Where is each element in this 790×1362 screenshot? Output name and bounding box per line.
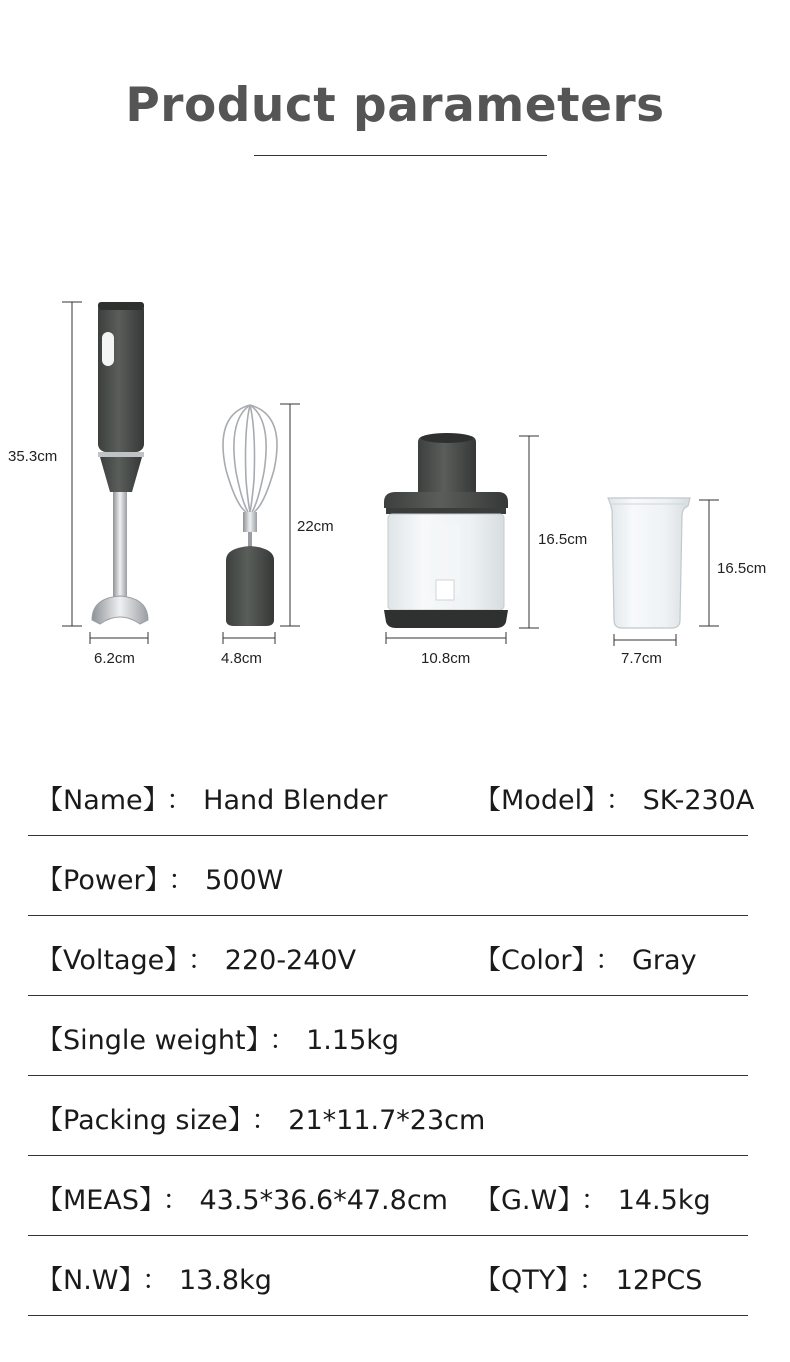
chopper-bowl [384,433,539,644]
chopper-width-label: 10.8cm [421,650,471,667]
spec-separator: ： [269,1025,297,1056]
spec-separator: ： [605,785,633,816]
spec-separator: ： [166,785,194,816]
blender-height-label: 35.3cm [8,448,58,465]
blender-width-label: 6.2cm [94,650,135,667]
spec-label: 【N.W】 [36,1265,132,1296]
spec-gross-weight [474,1178,711,1217]
spec-row [28,1076,748,1156]
spec-separator: ： [251,1105,279,1136]
spec-separator: ： [595,945,622,976]
spec-separator: ： [141,1265,169,1296]
spec-row [28,836,748,916]
spec-color [474,938,697,977]
spec-value: 43.5*36.6*47.8cm [199,1185,448,1216]
spec-net-weight [36,1258,272,1297]
spec-label: 【Color】 [474,945,585,976]
spec-power [36,858,283,897]
spec-label: 【Packing size】 [36,1105,242,1136]
spec-separator: ： [162,1185,190,1216]
whisk-height-label: 22cm [297,518,334,535]
spec-row [28,1156,748,1236]
spec-value: 12PCS [615,1265,703,1296]
chopper-height-label: 16.5cm [538,531,588,548]
whisk-width-label: 4.8cm [221,650,262,667]
beaker-width-label: 7.7cm [621,650,662,667]
spec-row [28,1236,748,1316]
spec-row [28,996,748,1076]
spec-label: 【MEAS】 [36,1185,153,1216]
spec-value: Gray [632,945,697,976]
title-underline [254,155,547,156]
spec-name [36,778,387,817]
spec-row [28,756,755,836]
spec-label: 【Model】 [474,785,596,816]
spec-voltage [36,938,356,977]
spec-value: 13.8kg [178,1265,272,1296]
spec-label: 【G.W】 [474,1185,571,1216]
spec-label: 【QTY】 [474,1265,569,1296]
spec-value: Hand Blender [203,785,388,816]
power-button [102,332,114,366]
spec-row [28,916,748,996]
whisk-attachment [223,404,300,644]
spec-label: 【Single weight】 [36,1025,260,1056]
spec-value: 21*11.7*23cm [288,1105,486,1136]
spec-value: 14.5kg [617,1185,711,1216]
spec-separator: ： [580,1185,608,1216]
spec-value: 500W [205,865,284,896]
spec-model [474,778,754,817]
spec-value: SK-230A [642,785,755,816]
spec-separator: ： [578,1265,606,1296]
spec-packing-size [36,1098,485,1137]
spec-label: 【Voltage】 [36,945,178,976]
spec-label: 【Power】 [36,865,159,896]
spec-value: 220-240V [224,945,357,976]
product-figure [0,280,790,680]
hand-blender [62,302,148,644]
measuring-beaker [608,498,719,646]
spec-value: 1.15kg [306,1025,400,1056]
spec-meas [36,1178,448,1217]
spec-single-weight [36,1018,399,1057]
beaker-height-label: 16.5cm [717,560,767,577]
product-illustration [0,280,790,680]
spec-separator: ： [187,945,215,976]
page-title: Product parameters [125,78,665,133]
spec-separator: ： [168,865,196,896]
spec-label: 【Name】 [36,785,157,816]
spec-quantity [474,1258,702,1297]
spec-table [28,756,755,1316]
